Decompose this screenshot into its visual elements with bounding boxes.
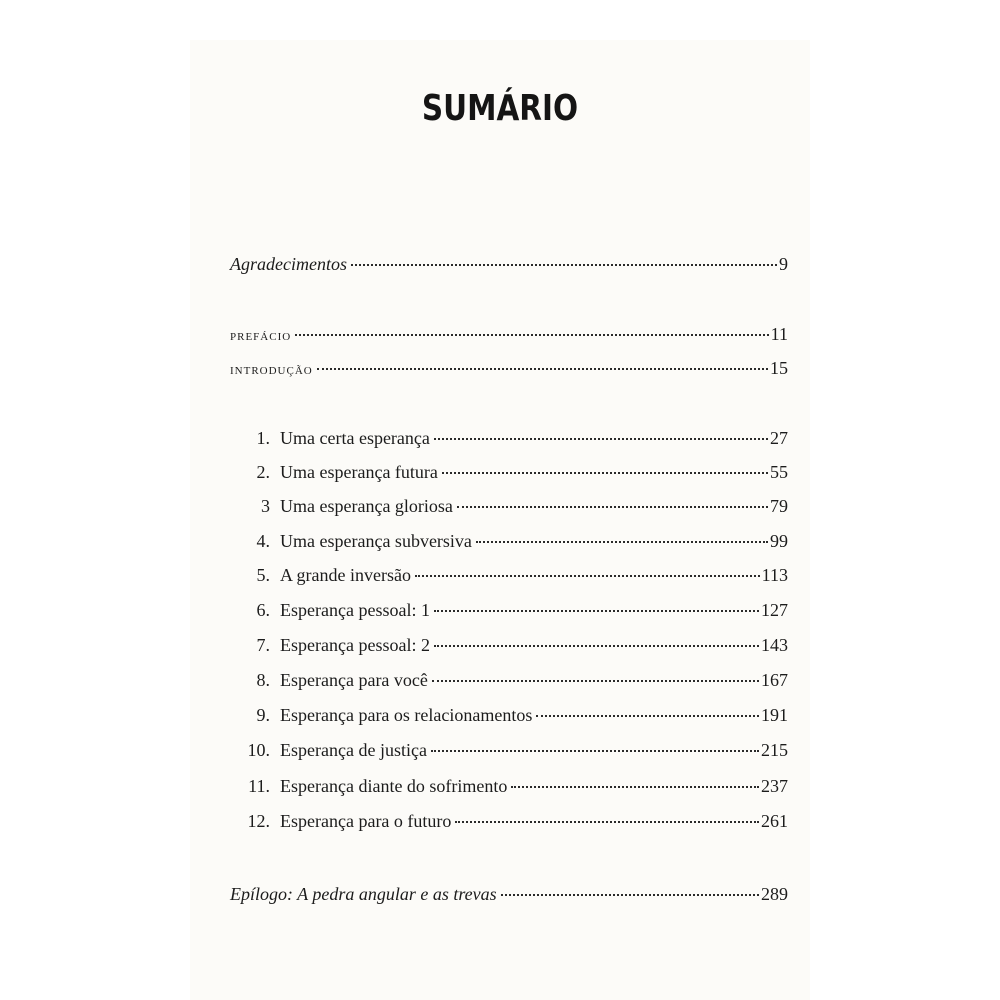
- toc-entry-label: Esperança diante do sofrimento: [280, 776, 508, 796]
- toc-entry-label: introdução: [230, 361, 313, 378]
- toc-entry-page: 79: [770, 496, 788, 516]
- toc-entry-chapter: [240, 531, 788, 561]
- toc-entry-label: Esperança para o futuro: [280, 811, 452, 831]
- toc-entry-page: 289: [761, 884, 788, 904]
- toc-entry-chapter: [240, 600, 788, 630]
- dot-leader: [351, 264, 777, 266]
- dot-leader: [434, 610, 759, 612]
- chapter-number: 11.: [248, 776, 270, 796]
- toc-entry-label: Agradecimentos: [230, 254, 347, 274]
- toc-entry-page: 9: [779, 254, 788, 274]
- toc-entry-label: Esperança para os relacionamentos: [280, 705, 533, 725]
- toc-entry-label: Uma certa esperança: [280, 428, 430, 448]
- toc-entry-label: Epílogo: A pedra angular e as trevas: [230, 884, 497, 904]
- toc-entry-prefacio: [230, 324, 788, 354]
- toc-entry-chapter: [240, 428, 788, 458]
- toc-entry-page: 15: [770, 358, 788, 378]
- chapter-number: 6.: [256, 600, 270, 620]
- chapter-number: 2.: [256, 462, 270, 482]
- chapter-number: 9.: [256, 705, 270, 725]
- toc-entry-page: 237: [761, 776, 788, 796]
- toc-entry-page: 11: [770, 324, 788, 344]
- dot-leader: [317, 368, 768, 370]
- toc-entry-page: 167: [761, 670, 788, 690]
- toc-entry-page: 113: [761, 565, 788, 585]
- dot-leader: [455, 821, 759, 823]
- dot-leader: [501, 894, 759, 896]
- toc-entry-label: Esperança para você: [280, 670, 428, 690]
- dot-leader: [431, 750, 759, 752]
- toc-entry-chapter: [240, 740, 788, 770]
- toc-entry-page: 261: [761, 811, 788, 831]
- toc-entry-page: 215: [761, 740, 788, 760]
- toc-entry-chapter: [240, 565, 788, 595]
- toc-entry-page: 127: [761, 600, 788, 620]
- toc-entry-page: 27: [770, 428, 788, 448]
- chapter-number: 10.: [247, 740, 270, 760]
- chapter-number: 5.: [256, 565, 270, 585]
- dot-leader: [476, 541, 768, 543]
- toc-entry-chapter: [240, 496, 788, 526]
- dot-leader: [415, 575, 760, 577]
- dot-leader: [442, 472, 768, 474]
- toc-entry-page: 99: [770, 531, 788, 551]
- toc-entry-page: 191: [761, 705, 788, 725]
- chapter-number: 4.: [256, 531, 270, 551]
- toc-entry-introducao: [230, 358, 788, 388]
- chapter-number: 12.: [247, 811, 270, 831]
- dot-leader: [434, 438, 768, 440]
- toc-entry-chapter: [240, 705, 788, 735]
- dot-leader: [432, 680, 759, 682]
- toc-entry-label: Uma esperança gloriosa: [280, 496, 453, 516]
- dot-leader: [457, 506, 768, 508]
- chapter-number: 8.: [256, 670, 270, 690]
- dot-leader: [511, 786, 759, 788]
- toc-entry-page: 55: [770, 462, 788, 482]
- toc-entry-label: Esperança de justiça: [280, 740, 427, 760]
- toc-entry-chapter: [240, 776, 788, 806]
- toc-entry-label: Uma esperança subversiva: [280, 531, 472, 551]
- toc-entry-label: Esperança pessoal: 2: [280, 635, 430, 655]
- toc-entry-label: Uma esperança futura: [280, 462, 438, 482]
- toc-entry-label: A grande inversão: [280, 565, 411, 585]
- toc-entry-page: 143: [761, 635, 788, 655]
- toc-entry-epilogo: [230, 884, 788, 914]
- dot-leader: [295, 334, 768, 336]
- toc-entry-chapter: [240, 811, 788, 841]
- toc-entry-chapter: [240, 462, 788, 492]
- dot-leader: [536, 715, 759, 717]
- toc-title: SUMÁRIO: [421, 88, 579, 129]
- dot-leader: [434, 645, 759, 647]
- chapter-number: 3: [261, 496, 270, 516]
- toc-entry-agradecimentos: [230, 254, 788, 284]
- chapter-number: 7.: [256, 635, 270, 655]
- toc-entry-label: Esperança pessoal: 1: [280, 600, 430, 620]
- toc-entry-label: prefácio: [230, 327, 292, 344]
- toc-entry-chapter: [240, 635, 788, 665]
- chapter-number: 1.: [256, 428, 270, 448]
- toc-entry-chapter: [240, 670, 788, 700]
